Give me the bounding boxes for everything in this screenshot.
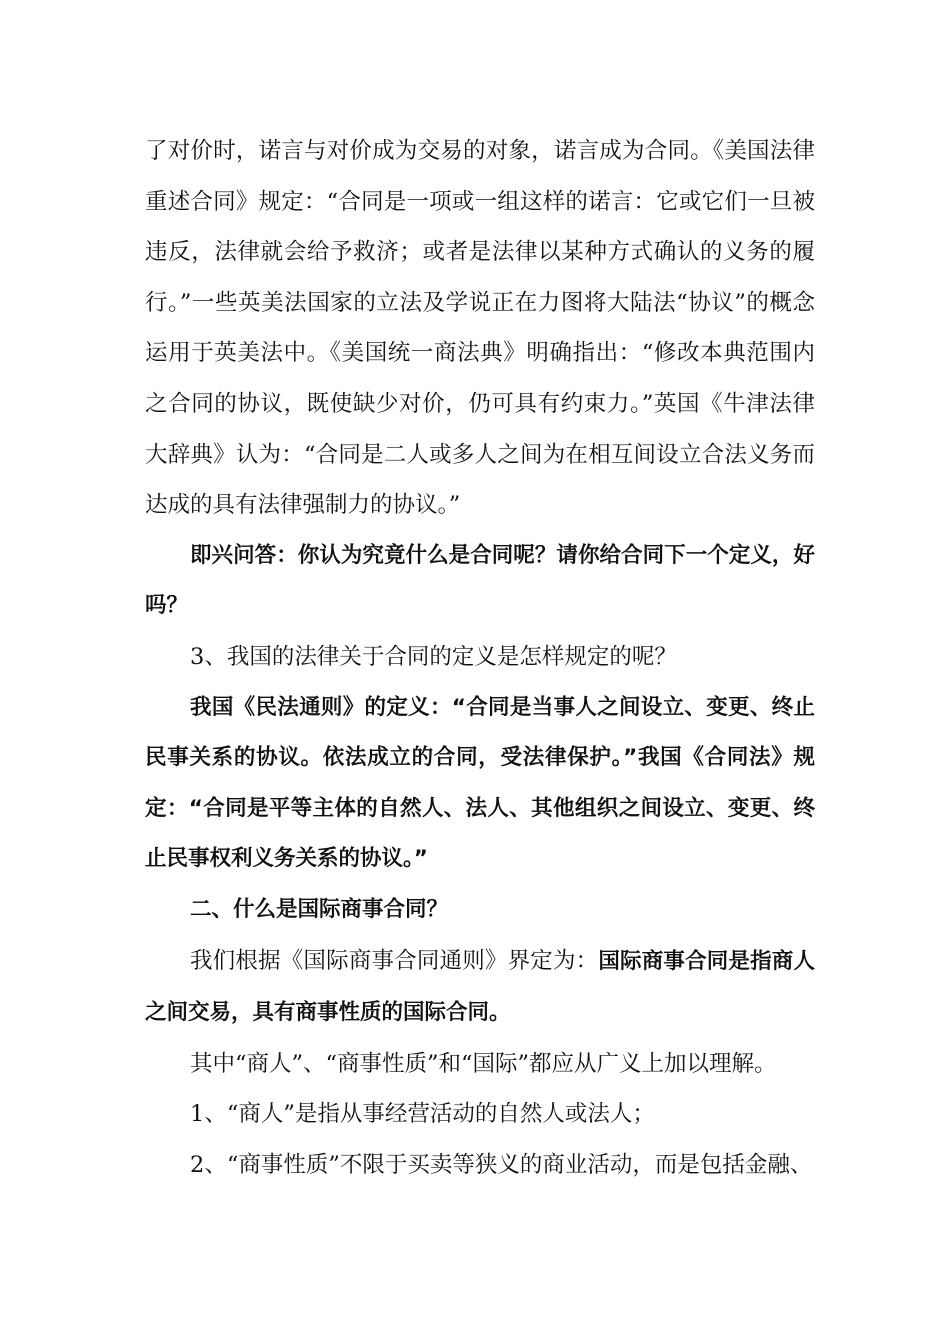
document-body: [145, 126, 815, 1190]
paragraph-question-3: 3、我国的法律关于合同的定义是怎样规定的呢？: [190, 643, 677, 670]
paragraph-impromptu-question: 即兴问答：你认为究竟什么是合同呢？请你给合同下一个定义，好吗？: [145, 542, 815, 619]
section-heading-international-contract: 二、什么是国际商事合同？: [190, 896, 449, 922]
paragraph-contract-definitions: 了对价时，诺言与对价成为交易的对象，诺言成为合同。《美国法律重述合同》规定：“合同是一项或一组这样的诺言：它或它们一旦被违反，法律就会给予救济；或者是法律以某种方式确认的义务的履行。”一些英美法国家的立法及学说正在力图将大陆法“协议”的概念运用于英美法中。《美国统一商法典》明确指出：“修改本典范围内之合同的协议，既使缺少对价，仍可具有约束力。”英国《牛津法律大辞典》认为：“合同是二人或多人之间为在相互间设立合法义务而达成的具有法律强制力的协议。”: [145, 138, 815, 519]
definition-lead-text: 我们根据《国际商事合同通则》界定为：: [190, 947, 599, 974]
paragraph-broad-understanding: 其中“商人”、“商事性质”和“国际”都应从广义上加以理解。: [190, 1050, 777, 1077]
list-item-merchant: 1、“商人”是指从事经营活动的自然人或法人；: [190, 1101, 655, 1128]
definition-bold-text: 国际商事合同是指商人之间交易，具有商事性质的国际合同。: [145, 948, 815, 1026]
paragraph-international-contract-definition: [145, 936, 815, 1039]
list-item-commercial-nature: 2、“商事性质”不限于买卖等狭义的商业活动，而是包括金融、: [190, 1151, 813, 1178]
paragraph-china-law-definition: 我国《民法通则》的定义：“合同是当事人之间设立、变更、终止民事关系的协议。依法成立的合同，受法律保护。”我国《合同法》规定：“合同是平等主体的自然人、法人、其他组织之间设立、变更、终止民事权利义务关系的协议。”: [145, 694, 815, 872]
